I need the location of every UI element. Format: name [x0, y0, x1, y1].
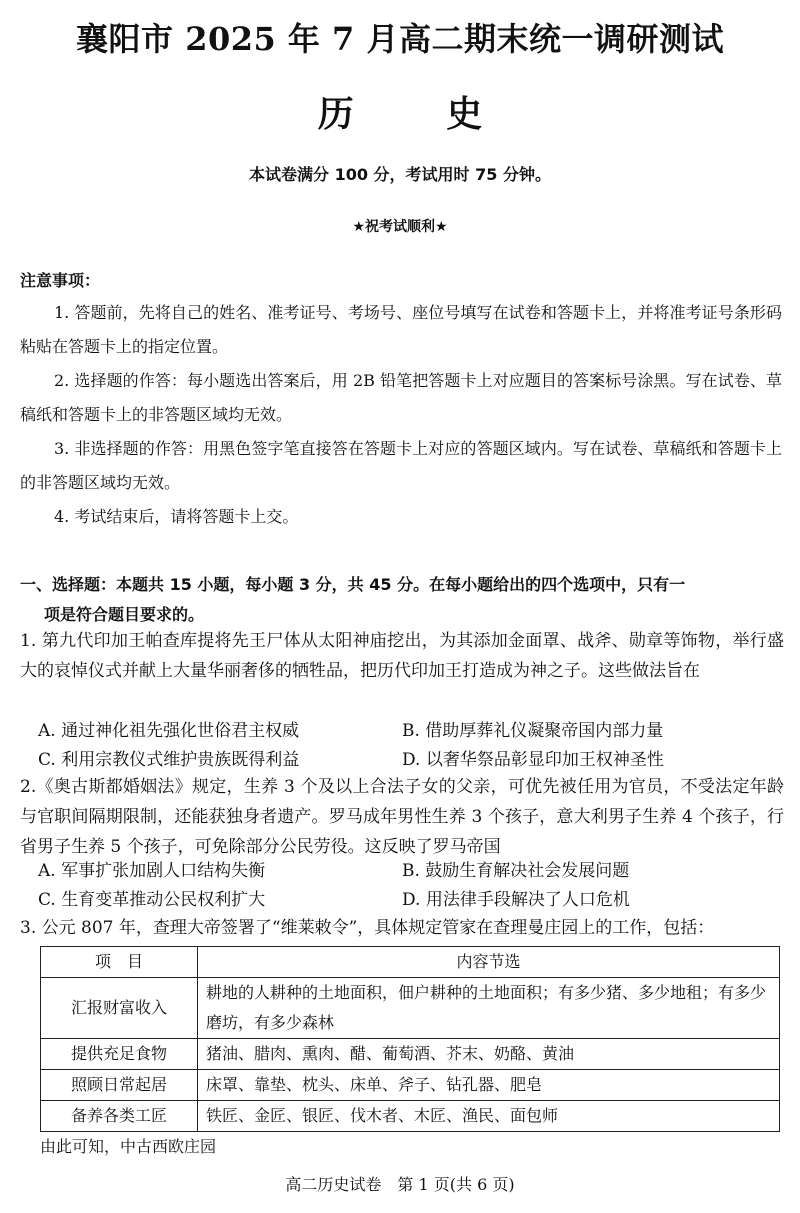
- table-cell-item: 照顾日常起居: [41, 1070, 198, 1101]
- question-1-option-b: B. 借助厚葬礼仪凝聚帝国内部力量: [402, 721, 664, 741]
- table-cell-content: 铁匠、金匠、银匠、伐木者、木匠、渔民、面包师: [198, 1101, 780, 1132]
- exam-subtitle: 本试卷满分 100 分，考试用时 75 分钟。: [249, 165, 551, 184]
- table-cell-item: 提供充足食物: [41, 1039, 198, 1070]
- section-heading-line1: 一、选择题：本题共 15 小题，每小题 3 分，共 45 分。在每小题给出的四个选项中，只有一: [20, 575, 686, 594]
- page-footer: 高二历史试卷 第 1 页(共 6 页): [285, 1175, 515, 1194]
- table-cell-item: 汇报财富收入: [41, 978, 198, 1039]
- exam-title: 襄阳市 2025 年 7 月高二期末统一调研测试: [76, 20, 724, 58]
- question-1-option-d: D. 以奢华祭品彰显印加王权神圣性: [402, 750, 664, 770]
- question-2-option-c: C. 生育变革推动公民权利扩大: [38, 890, 266, 910]
- question-1-stem: 1. 第九代印加王帕查库提将先王尸体从太阳神庙挖出，为其添加金面罩、战斧、勋章等饰物，举行盛大的哀悼仪式并献上大量华丽奢侈的牺牲品，把历代印加王打造成为神之子。这些做法旨在: [20, 631, 784, 681]
- question-3-stem: 3. 公元 807 年，查理大帝签署了“维莱敕令”，具体规定管家在查理曼庄园上的工作，包括：: [20, 918, 715, 938]
- table-row: [41, 1070, 780, 1101]
- table-cell-item: 备养各类工匠: [41, 1101, 198, 1132]
- question-3-tail: 由此可知，中古西欧庄园: [40, 1137, 217, 1156]
- table-cell-content: 床罩、靠垫、枕头、床单、斧子、钻孔器、肥皂: [198, 1070, 780, 1101]
- table-header-cell: 项 目: [41, 947, 198, 978]
- notice-item: 1. 答题前，先将自己的姓名、准考证号、考场号、座位号填写在试卷和答题卡上，并将准考证号条形码粘贴在答题卡上的指定位置。: [20, 303, 782, 356]
- table-row: [41, 1101, 780, 1132]
- notice-heading: 注意事项：: [20, 271, 101, 290]
- notice-item: 4. 考试结束后，请将答题卡上交。: [54, 507, 299, 526]
- notice-item: 2. 选择题的作答：每小题选出答案后，用 2B 铅笔把答题卡上对应题目的答案标号涂黑。写在试卷、草稿纸和答题卡上的非答题区域均无效。: [20, 371, 782, 424]
- table-header-cell: 内容节选: [198, 947, 780, 978]
- question-2-stem: 2.《奥古斯都婚姻法》规定，生养 3 个及以上合法子女的父亲，可优先被任用为官员，不受法定年龄与官职间隔期限制，还能获独身者遗产。罗马成年男性生养 3 个孩子，意大利男子生养 4 个孩子，行省男子生养 5 个孩子，可免除部分公民劳役。这反映了罗马帝国: [20, 777, 784, 857]
- question-1-option-a: A. 通过神化祖先强化世俗君主权威: [38, 721, 300, 741]
- table-header-row: [41, 947, 780, 978]
- table-cell-content: 猪油、腊肉、熏肉、醋、葡萄酒、芥末、奶酪、黄油: [198, 1039, 780, 1070]
- question-2-option-a: A. 军事扩张加剧人口结构失衡: [38, 861, 266, 881]
- good-luck-line: ★祝考试顺利★: [352, 219, 448, 235]
- table-row: [41, 978, 780, 1039]
- section-heading: [20, 570, 782, 630]
- question-2-option-d: D. 用法律手段解决了人口危机: [402, 890, 630, 910]
- subject-title: 历 史: [317, 93, 483, 135]
- table-row: [41, 1039, 780, 1070]
- table-cell-content: 耕地的人耕种的土地面积，佃户耕种的土地面积；有多少猪、多少地租；有多少磨坊，有多少森林: [198, 978, 780, 1039]
- question-3-table: [40, 946, 780, 1132]
- notice-item: 3. 非选择题的作答：用黑色签字笔直接答在答题卡上对应的答题区域内。写在试卷、草稿纸和答题卡上的非答题区域均无效。: [20, 439, 782, 492]
- section-heading-line2: 项是符合题目要求的。: [44, 605, 205, 624]
- question-2-option-b: B. 鼓励生育解决社会发展问题: [402, 861, 630, 881]
- question-1-option-c: C. 利用宗教仪式维护贵族既得利益: [38, 750, 300, 770]
